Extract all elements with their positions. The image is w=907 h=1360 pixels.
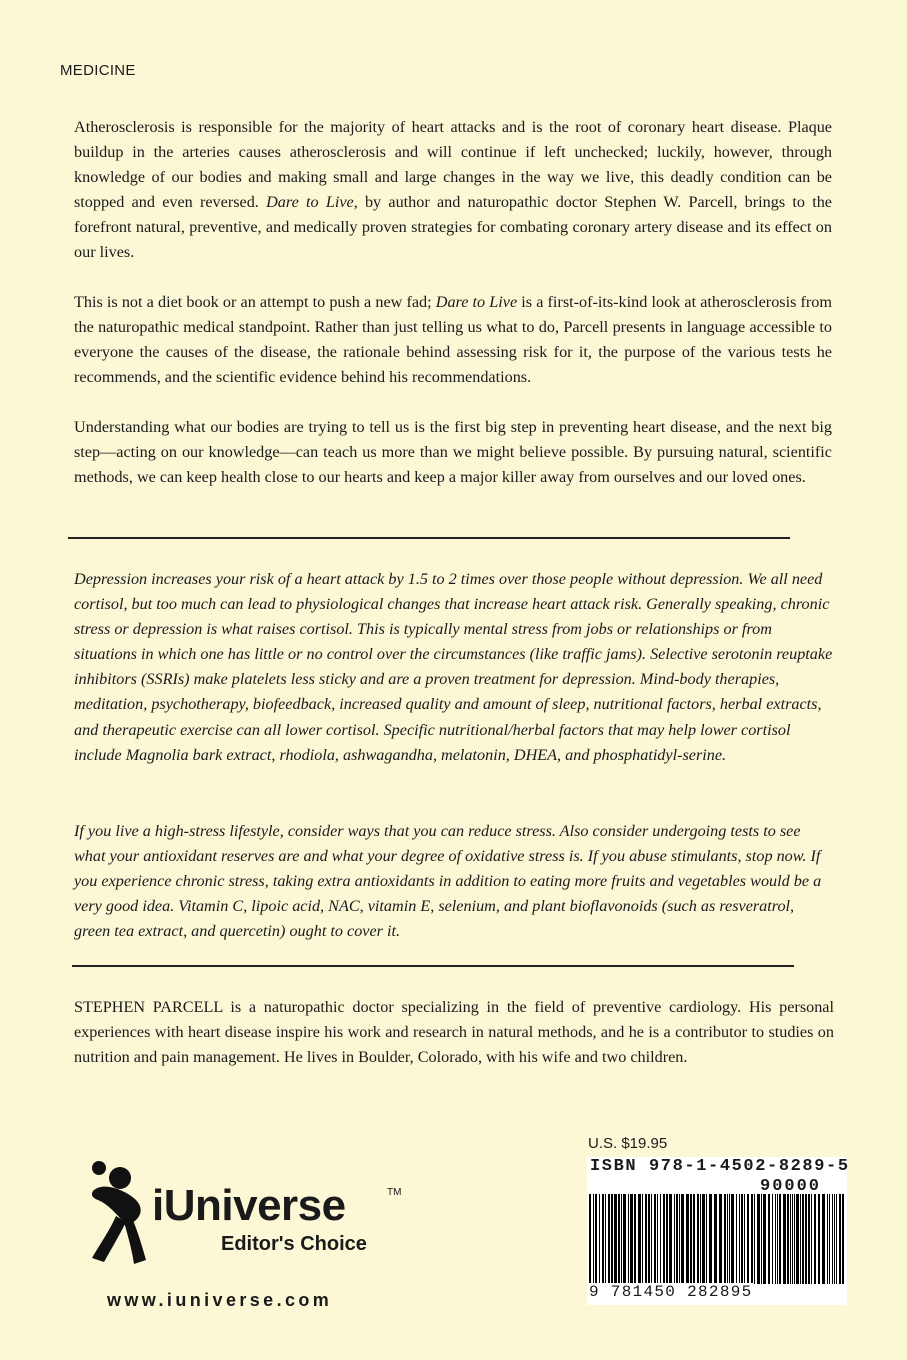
barcode-bar: [700, 1194, 701, 1284]
description-paragraph-3: Understanding what our bodies are trying to tell us is the first big step in preventing heart disease, and the next big step—acting on our knowledge—can teach us more than we might believe possible. By pursuing natural, scientific methods, we can keep health close to our hearts and keep a major killer away from ourselves and our loved ones.: [74, 418, 832, 487]
divider-bottom: [72, 965, 794, 967]
barcode-bar: [669, 1194, 672, 1284]
barcode-bar: [794, 1194, 795, 1284]
barcode-bar: [741, 1194, 743, 1284]
barcode-bar: [787, 1194, 789, 1284]
barcode-bar: [693, 1194, 695, 1284]
barcode-bar: [827, 1194, 828, 1284]
barcode-bar: [702, 1194, 705, 1284]
barcode-bar: [660, 1194, 661, 1284]
barcode-bar: [630, 1194, 633, 1284]
barcode-bar: [744, 1194, 745, 1284]
barcode-bar: [839, 1194, 841, 1284]
barcode-bar: [602, 1194, 604, 1284]
category-label: MEDICINE: [60, 62, 136, 79]
barcode-bar: [790, 1194, 791, 1284]
barcode-bar: [618, 1194, 620, 1284]
barcode-bar: [623, 1194, 626, 1284]
barcode-bar: [842, 1194, 844, 1284]
barcode-bar: [763, 1194, 766, 1284]
book-title: Dare to Live: [435, 293, 518, 311]
barcode-bar: [836, 1194, 837, 1284]
barcode-bar: [783, 1194, 786, 1284]
barcode-bar: [768, 1194, 770, 1284]
isbn-text: ISBN 978-1-4502-8289-5: [590, 1157, 850, 1176]
barcode-bar: [772, 1194, 773, 1284]
barcode-bar: [792, 1194, 793, 1284]
barcode-bar: [724, 1194, 726, 1284]
barcode-bar: [642, 1194, 643, 1284]
barcode-bar: [593, 1194, 594, 1284]
barcode-bar: [645, 1194, 647, 1284]
barcode-bar: [614, 1194, 617, 1284]
barcode-bar: [690, 1194, 692, 1284]
barcode-bar: [779, 1194, 781, 1284]
brand-tagline: Editor's Choice: [221, 1233, 367, 1255]
barcode-bar: [811, 1194, 812, 1284]
price-label: U.S. $19.95: [588, 1135, 668, 1152]
publisher-url: www.iuniverse.com: [107, 1290, 333, 1310]
barcode-bar: [706, 1194, 707, 1284]
barcode-bar: [747, 1194, 749, 1284]
barcode-bar: [834, 1194, 835, 1284]
barcode-bar: [751, 1194, 753, 1284]
description-text: is a first-of-its-kind look at atherosclerosis from the naturopathic medical standpoint. Rather than just telling us what to do, Parcell presents in language accessible to everyone the causes of the disease, the rationale behind assessing risk for it, the purpose of the various tests he recommends, and the scientific evidence behind his recommendations.: [74, 293, 832, 387]
barcode-bar: [686, 1194, 689, 1284]
barcode-bar: [829, 1194, 830, 1284]
description-paragraph-1: [74, 115, 832, 266]
barcode-bar: [714, 1194, 717, 1284]
barcode-bar: [663, 1194, 665, 1284]
trademark-mark: TM: [387, 1187, 402, 1198]
barcode-bar: [775, 1194, 776, 1284]
description-paragraph-2: [74, 290, 832, 390]
barcode-bar: [729, 1194, 730, 1284]
barcode-bar: [681, 1194, 684, 1284]
barcode-bar: [697, 1194, 699, 1284]
barcode-bar: [654, 1194, 656, 1284]
barcode-bar: [679, 1194, 680, 1284]
description-text: , by author and naturopathic doctor Stephen W. Parcell, brings to the forefront natural, preventive, and medically proven strategies for combating coronary artery disease and its effect on our lives.: [74, 193, 832, 262]
barcode-bar: [802, 1194, 804, 1284]
barcode-bar: [754, 1194, 755, 1284]
barcode-bar: [796, 1194, 799, 1284]
barcode-bar: [589, 1194, 591, 1284]
barcode-bar: [727, 1194, 728, 1284]
barcode-bar: [657, 1194, 658, 1284]
barcode-bar: [757, 1194, 760, 1284]
barcode-bar: [651, 1194, 652, 1284]
barcode-bar: [608, 1194, 610, 1284]
author-bio: STEPHEN PARCELL is a naturopathic doctor specializing in the field of preventive cardiology. His personal experiences with heart disease inspire his work and research in natural methods, and he is a contributor to studies on nutrition and pain management. He lives in Boulder, Colorado, with his wife and two children.: [74, 998, 834, 1067]
barcode-bar: [611, 1194, 613, 1284]
description-text: This is not a diet book or an attempt to push a new fad;: [74, 293, 436, 311]
barcode-bar: [739, 1194, 740, 1284]
ean-digits: 9 781450 282895: [589, 1283, 753, 1301]
barcode-bar: [800, 1194, 801, 1284]
barcode-bar: [761, 1194, 762, 1284]
excerpt-paragraph-1: Depression increases your risk of a heart attack by 1.5 to 2 times over those people without depression. We all need cortisol, but too much can lead to physiological changes that increase heart attack risk. Generally speaking, chronic stress or depression is what raises cortisol. This is typically mental stress from jobs or relationships or from situations in which one has little or no control over the circumstances (like traffic jams). Selective serotonin reuptake inhibitors (SSRIs) make platelets less sticky and are a proven treatment for depression. Mind-body therapies, meditation, psychotherapy, biofeedback, increased quality and amount of sleep, nutritional factors, herbal extracts, and therapeutic exercise can all lower cortisol. Specific nutritional/herbal factors that may help lower cortisol include Magnolia bark extract, rhodiola, ashwagandha, melatonin, DHEA, and phosphatidyl-serine.: [74, 570, 833, 764]
barcode-bar: [628, 1194, 629, 1284]
barcode-bar: [818, 1194, 820, 1284]
barcode-bar: [648, 1194, 650, 1284]
barcode-bar: [736, 1194, 737, 1284]
excerpt-paragraph-2: If you live a high-stress lifestyle, consider ways that you can reduce stress. Also consider undergoing tests to see what your antioxidant reserves are and what your degree of oxidative stress is. If you abuse stimulants, stop now. If you experience chronic stress, taking extra antioxidants in addition to eating more fruits and vegetables would be a very good idea. Vitamin C, lipoic acid, NAC, vitamin E, selenium, and plant bioflavonoids (such as resveratrol, green tea extract, and quercetin) ought to cover it.: [74, 822, 822, 941]
barcode-bar: [605, 1194, 606, 1284]
description-text: Atherosclerosis is responsible for the majority of heart attacks and is the root of coronary heart disease. Plaque buildup in the arteries causes atherosclerosis and will continue if left unchecked; luckily, however, through knowledge of our bodies and making small and large changes in the way we live, this deadly condition can be stopped and even reversed.: [74, 118, 832, 212]
barcode-bar: [808, 1194, 810, 1284]
barcode-bar: [666, 1194, 668, 1284]
barcode-bar: [777, 1194, 778, 1284]
barcode-bar: [709, 1194, 712, 1284]
barcode-bar: [822, 1194, 825, 1284]
barcode-bar: [634, 1194, 636, 1284]
price-code: 90000: [760, 1177, 822, 1196]
book-title: Dare to Live: [266, 193, 354, 212]
brand-name: iUniverse: [152, 1181, 346, 1230]
barcode-bar: [832, 1194, 833, 1284]
barcode-bar: [595, 1194, 597, 1284]
barcode-bar: [621, 1194, 622, 1284]
barcode-bar: [676, 1194, 678, 1284]
barcode-bar: [814, 1194, 816, 1284]
barcode-bar: [638, 1194, 641, 1284]
barcode-bar: [805, 1194, 807, 1284]
barcode-bar: [719, 1194, 722, 1284]
barcode-bar: [599, 1194, 600, 1284]
divider-top: [68, 537, 790, 539]
barcode-bar: [674, 1194, 675, 1284]
barcode-bar: [731, 1194, 734, 1284]
